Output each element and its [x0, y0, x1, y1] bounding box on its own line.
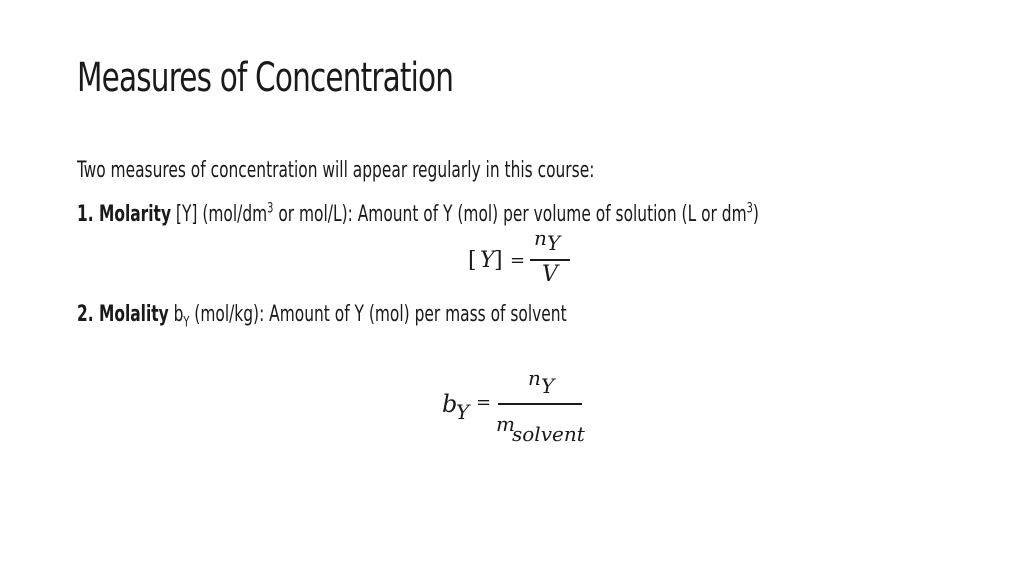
molarity-equation	[468, 226, 578, 296]
molality-rest: (mol/kg): Amount of Y (mol) per mass of solvent	[189, 302, 567, 327]
molarity-eq-den: V	[542, 262, 558, 287]
molality-eq-den-var: m	[496, 412, 515, 436]
molarity-eq-num-sub: Y	[547, 231, 561, 255]
molality-label: 2. Molality	[77, 302, 169, 327]
molarity-eq-num-var: n	[534, 226, 547, 250]
molality-eq-lhs-var: b	[442, 390, 458, 418]
molality-eq-num-sub: Y	[541, 374, 555, 398]
molarity-eq-equals: =	[510, 250, 526, 271]
molality-eq-den-sub: solvent	[512, 422, 585, 446]
molality-symbol-sub: Y	[183, 314, 190, 331]
molarity-unit-suffix: )	[752, 202, 759, 227]
molarity-eq-rbracket: ]	[494, 248, 503, 273]
molality-eq-equals: =	[476, 392, 492, 413]
intro-text: Two measures of concentration will appear regularly in this course:	[77, 158, 595, 183]
molarity-eq-fraction-bar	[530, 259, 570, 261]
molality-eq-lhs-sub: Y	[456, 400, 470, 424]
molality-equation	[440, 366, 590, 454]
molarity-symbol: [Y]	[175, 202, 198, 227]
slide-title: Measures of Concentration	[77, 55, 454, 101]
molarity-eq-lbracket: [	[468, 248, 477, 273]
molality-eq-num-var: n	[528, 366, 541, 390]
molality-symbol: b	[173, 302, 184, 327]
molality-eq-fraction-bar	[498, 403, 582, 405]
molarity-eq-lhs-var: Y	[480, 248, 495, 273]
molarity-unit-exp2: 3	[746, 200, 753, 217]
molarity-definition	[77, 202, 759, 227]
molarity-unit-exp1: 3	[267, 200, 274, 217]
molarity-unit-prefix: (mol/dm	[202, 202, 268, 227]
molarity-label: 1. Molarity	[77, 202, 172, 227]
molality-definition	[77, 302, 567, 331]
molarity-unit-mid: or mol/L): Amount of Y (mol) per volume of solution (L or dm	[273, 202, 747, 227]
